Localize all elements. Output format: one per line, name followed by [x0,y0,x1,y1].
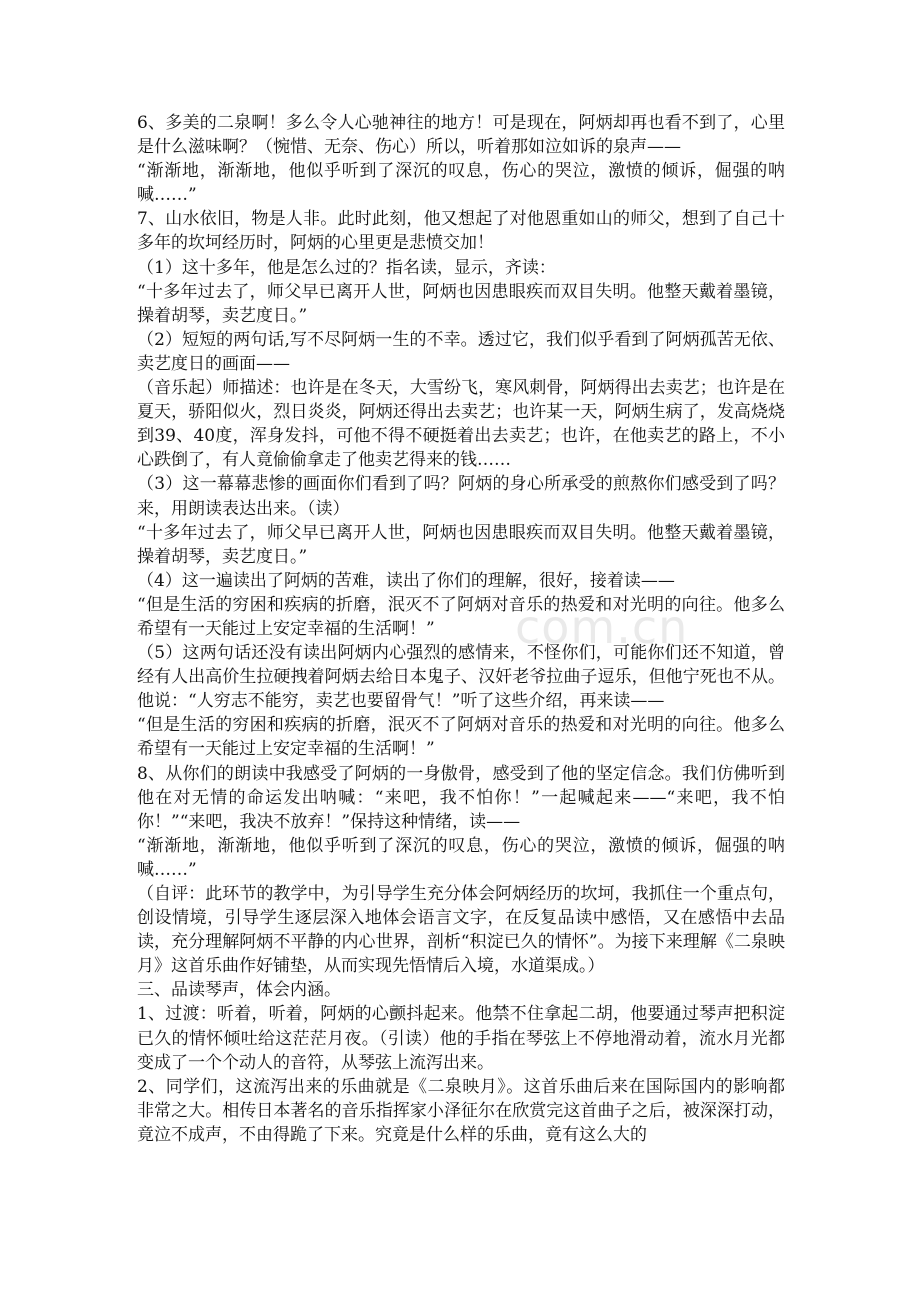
step-2: （2）短短的两句话,写不尽阿炳一生的不幸。透过它，我们似乎看到了阿炳孤苦无依、卖艺度日的画面—— [137,329,785,374]
paragraph-8: 8、从你们的朗读中我感受了阿炳的一身傲骨，感受到了他的坚定信念。我们仿佛听到他在对无情的命运发出呐喊：“来吧，我不怕你！”一起喊起来——“来吧，我不怕你！”“来吧，我决不放弃！”保持这种情绪，读—— [137,763,785,832]
quote-sigh-repeat: “渐渐地，渐渐地，他似乎听到了深沉的叹息，伤心的哭泣，激愤的倾诉，倔强的呐喊……” [137,835,785,880]
quote-sigh: “渐渐地，渐渐地，他似乎听到了深沉的叹息，伤心的哭泣，激愤的倾诉，倔强的呐喊……” [137,161,785,206]
section-3-item-2: 2、同学们，这流泻出来的乐曲就是《二泉映月》。这首乐曲后来在国际国内的影响都非常之大。相传日本著名的音乐指挥家小泽征尔在欣赏完这首曲子之后，被深深打动，竟泣不成声，不由得跪了下来。究竟是什么样的乐曲，竟有这么大的 [137,1076,785,1145]
self-evaluation: （自评：此环节的教学中，为引导学生充分体会阿炳经历的坎坷，我抓住一个重点句，创设情境，引导学生逐层深入地体会语言文字，在反复品读中感悟，又在感悟中去品读，充分理解阿炳不平静的内心世界，剖析“积淀已久的情怀”。为接下来理解《二泉映月》这首乐曲作好铺垫，从而实现先悟情后入境，水道渠成。） [137,884,785,977]
section-3-item-1: 1、过渡：听着，听着，阿炳的心颤抖起来。他禁不住拿起二胡，他要通过琴声把积淀已久的情怀倾吐给这茫茫月夜。（引读）他的手指在琴弦上不停地滑动着，流水月光都变成了一个个动人的音符，从琴弦上流泻出来。 [137,1004,785,1073]
step-3: （3）这一幕幕悲惨的画面你们看到了吗？阿炳的身心所承受的煎熬你们感受到了吗？来，用朗读表达出来。（读） [137,474,785,519]
teacher-description: （音乐起）师描述：也许是在冬天，大雪纷飞，寒风刺骨，阿炳得出去卖艺；也许是在夏天，骄阳似火，烈日炎炎，阿炳还得出去卖艺；也许某一天，阿炳生病了，发高烧烧到39、40度，浑身发抖，可他不得不硬挺着出去卖艺；也许，在他卖艺的路上，不小心跌倒了，有人竟偷偷拿走了他卖艺得来的钱…… [137,378,785,471]
section-heading-3: 三、品读琴声，体会内涵。 [137,980,341,1001]
quote-ten-years: “十多年过去了，师父早已离开人世，阿炳也因患眼疾而双目失明。他整天戴着墨镜，操着胡琴，卖艺度日。” [137,281,785,326]
step-5: （5）这两句话还没有读出阿炳内心强烈的感情来，不怪你们，可能你们还不知道，曾经有人出高价生拉硬拽着阿炳去给日本鬼子、汉奸老爷拉曲子逗乐，但他宁死也不从。他说：“人穷志不能穷，卖艺也要留骨气！”听了这些介绍，再来读—— [137,643,785,712]
step-1: （1）这十多年，他是怎么过的？指名读，显示，齐读： [137,257,556,278]
document-body [137,111,785,1147]
quote-poverty: “但是生活的穷困和疾病的折磨，泯灭不了阿炳对音乐的热爱和对光明的向往。他多么希望有一天能过上安定幸福的生活啊！” [137,594,785,639]
paragraph-6: 6、多美的二泉啊！多么令人心驰神往的地方！可是现在，阿炳却再也看不到了，心里是什么滋味啊？（惋惜、无奈、伤心）所以，听着那如泣如诉的泉声—— [137,113,785,158]
paragraph-7: 7、山水依旧，物是人非。此时此刻，他又想起了对他恩重如山的师父，想到了自己十多年的坎坷经历时，阿炳的心里更是悲愤交加！ [137,209,785,254]
watermark: com.cn [515,600,689,654]
quote-poverty-repeat: “但是生活的穷困和疾病的折磨，泯灭不了阿炳对音乐的热爱和对光明的向往。他多么希望有一天能过上安定幸福的生活啊！” [137,715,785,760]
step-4: （4）这一遍读出了阿炳的苦难，读出了你们的理解，很好，接着读—— [137,570,675,591]
quote-ten-years-repeat: “十多年过去了，师父早已离开人世，阿炳也因患眼疾而双目失明。他整天戴着墨镜，操着胡琴，卖艺度日。” [137,522,785,567]
